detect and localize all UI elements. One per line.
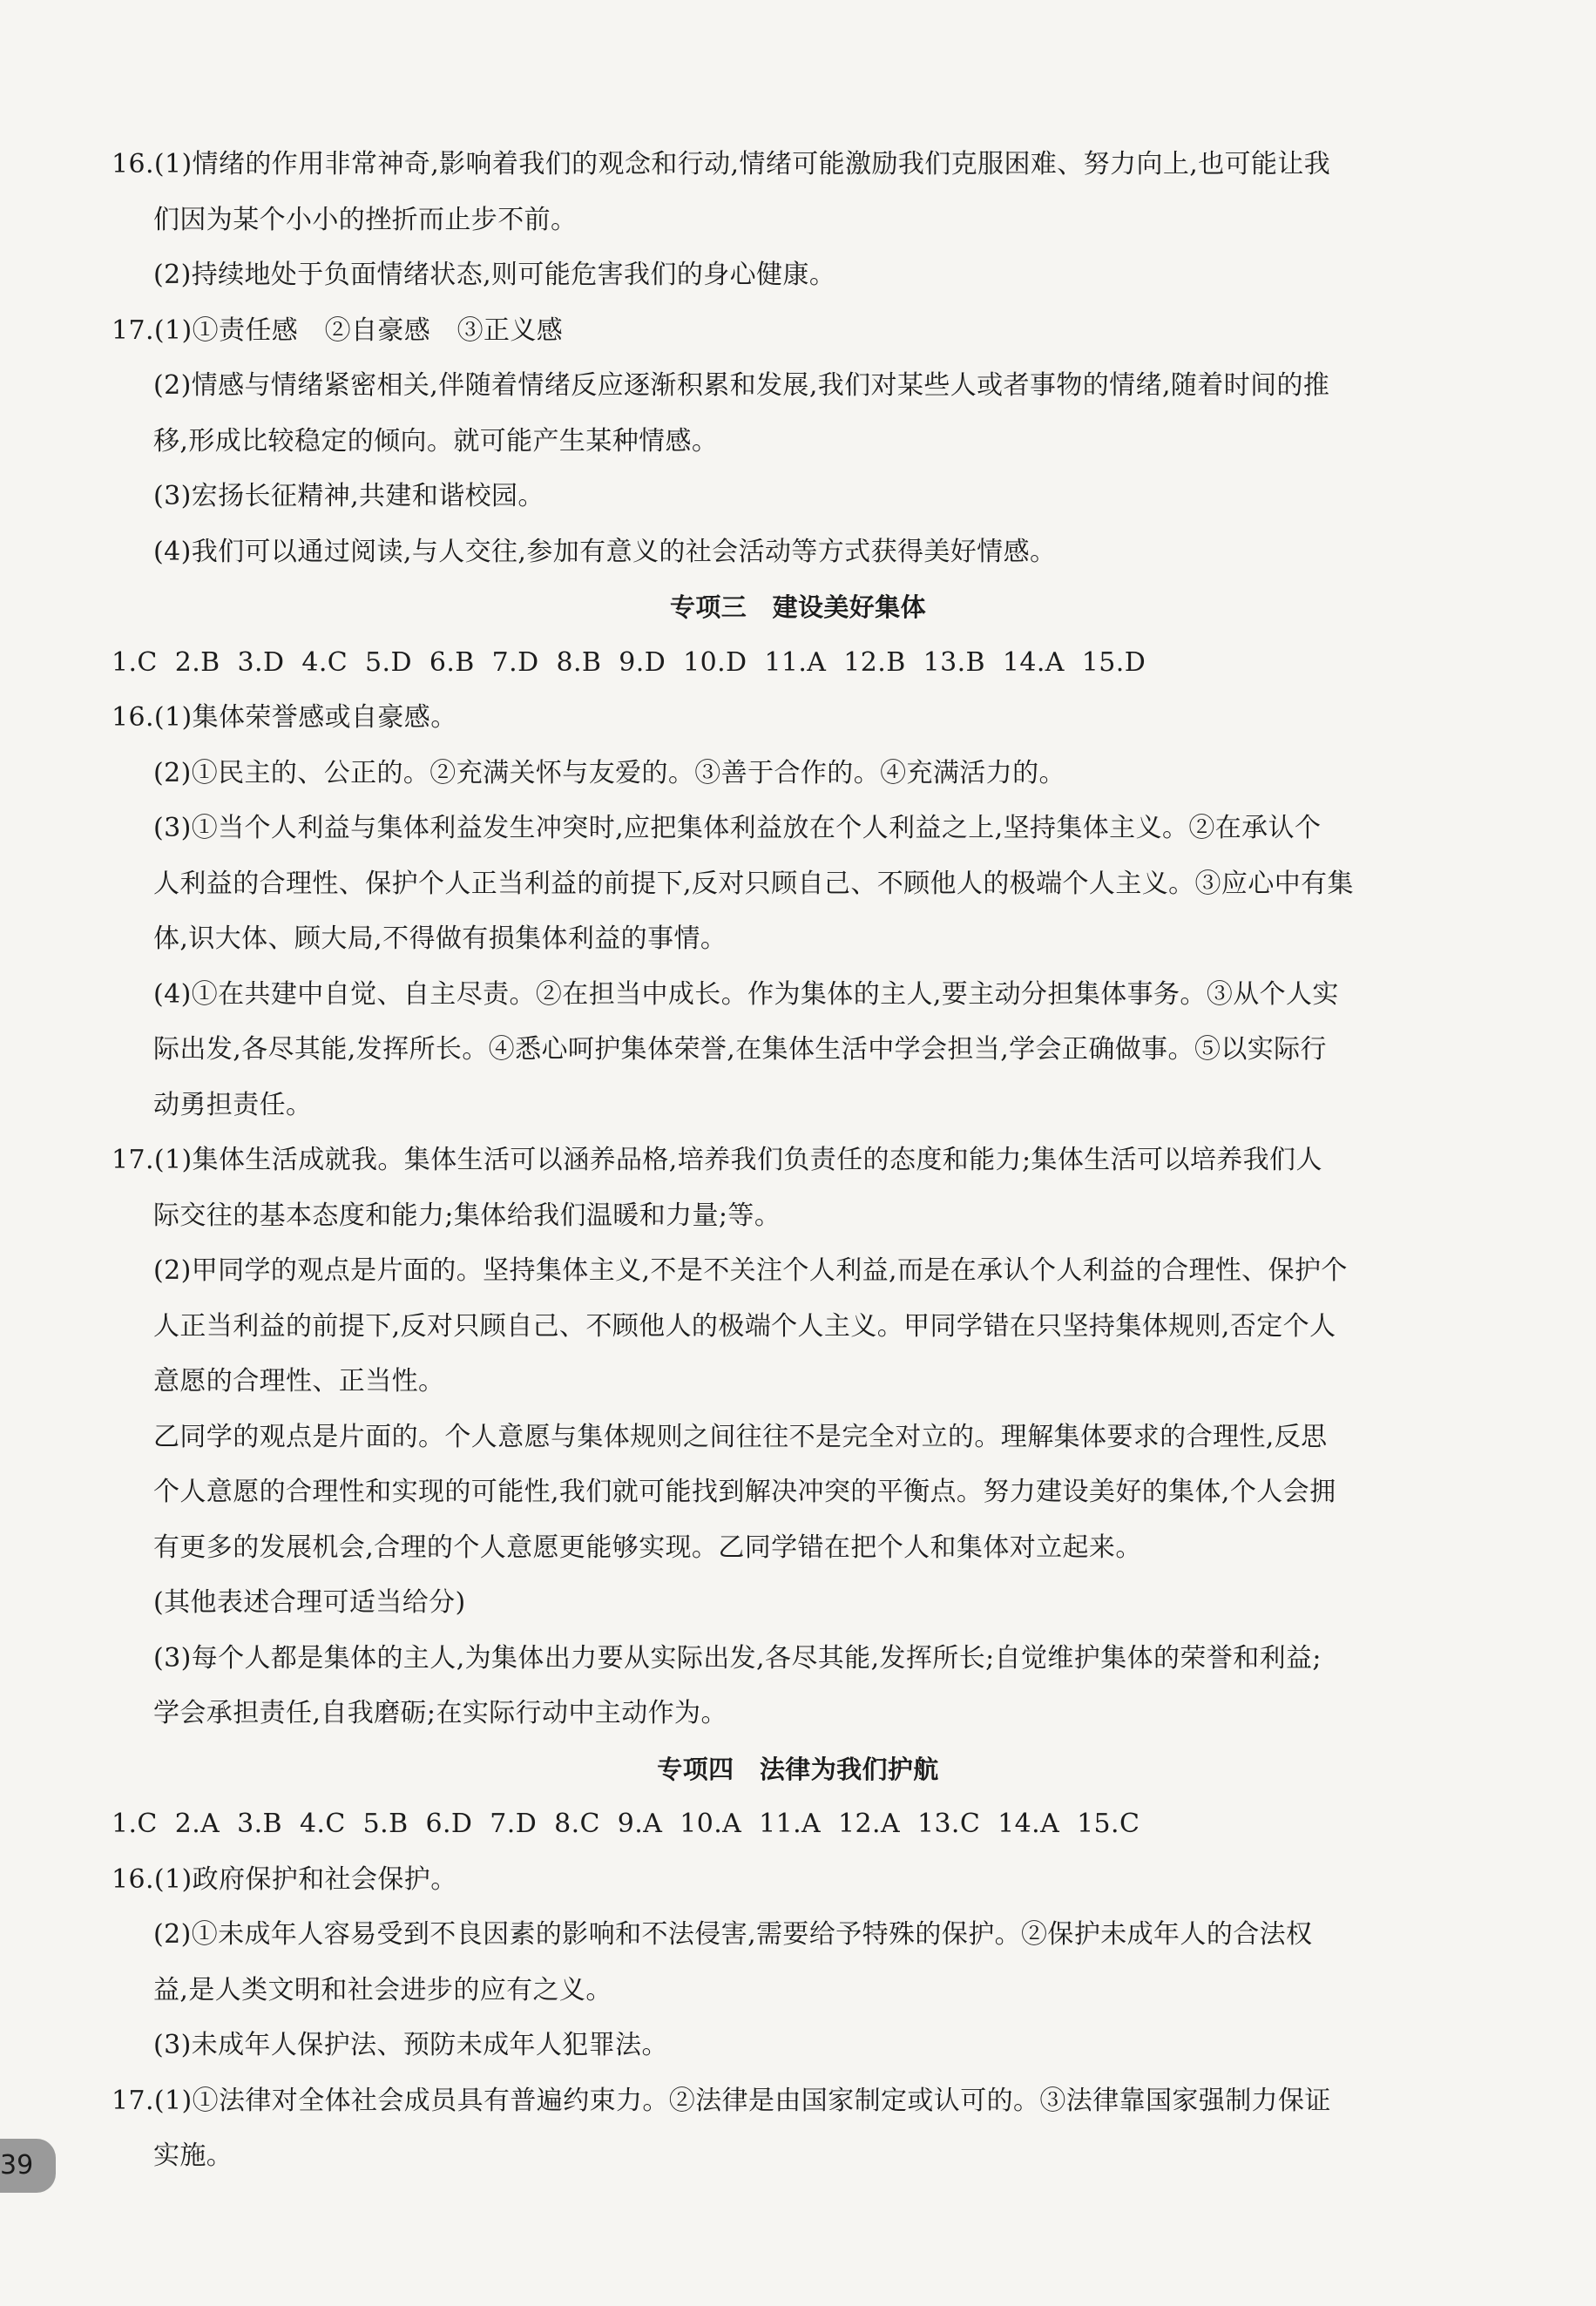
answer-text-line: (2)情感与情绪紧密相关,伴随着情绪反应逐渐积累和发展,我们对某些人或者事物的情绪,随着时间的推 [153, 370, 1330, 401]
question-line: 16.(1)情绪的作用非常神奇,影响着我们的观念和行动,情绪可能激励我们克服困难、努力向上,也可能让我 [112, 149, 1331, 179]
answer-text-line: 体,识大体、顾大局,不得做有损集体利益的事情。 [153, 923, 727, 954]
answer-key-line: 1.C 2.B 3.D 4.C 5.D 6.B 7.D 8.B 9.D 10.D 11.A 12.B 13.B 14.A 15.D [112, 646, 1146, 678]
answer-text-line: (3)每个人都是集体的主人,为集体出力要从实际出发,各尽其能,发挥所长;自觉维护集体的荣誉和利益; [153, 1642, 1322, 1674]
answer-text-line: (3)宏扬长征精神,共建和谐校园。 [153, 481, 544, 511]
answer-text-line: (3)①当个人利益与集体利益发生冲突时,应把集体利益放在个人利益之上,坚持集体主义。②在承认个 [153, 813, 1322, 843]
answer-text-line: (2)①民主的、公正的。②充满关怀与友爱的。③善于合作的。④充满活力的。 [153, 757, 1065, 788]
answer-text-line: 人利益的合理性、保护个人正当利益的前提下,反对只顾自己、不顾他人的极端个人主义。③应心中有集 [153, 868, 1354, 899]
answer-text-line: (4)我们可以通过阅读,与人交往,参加有意义的社会活动等方式获得美好情感。 [153, 536, 1057, 567]
answer-text-line: 际出发,各尽其能,发挥所长。④悉心呵护集体荣誉,在集体生活中学会担当,学会正确做事。⑤以实际行 [153, 1034, 1327, 1065]
answer-text-line: (2)甲同学的观点是片面的。坚持集体主义,不是不关注个人利益,而是在承认个人利益的合理性、保护个 [153, 1255, 1348, 1286]
section-heading: 专项三 建设美好集体 [669, 592, 926, 622]
section-heading: 专项四 法律为我们护航 [657, 1754, 939, 1784]
answer-key-line: 1.C 2.A 3.B 4.C 5.B 6.D 7.D 8.C 9.A 10.A 11.A 12.A 13.C 14.A 15.C [112, 1809, 1140, 1839]
answer-text-line: 益,是人类文明和社会进步的应有之义。 [153, 1974, 612, 2005]
answer-text-line: (2)①未成年人容易受到不良因素的影响和不法侵害,需要给予特殊的保护。②保护未成年人的合法权 [153, 1919, 1313, 1950]
answer-text-line: 意愿的合理性、正当性。 [153, 1366, 445, 1396]
answer-text-line: 人正当利益的前提下,反对只顾自己、不顾他人的极端个人主义。甲同学错在只坚持集体规则,否定个人 [153, 1310, 1336, 1342]
answer-text-line: (其他表述合理可适当给分) [153, 1587, 466, 1618]
answer-text-line: 有更多的发展机会,合理的个人意愿更能够实现。乙同学错在把个人和集体对立起来。 [153, 1532, 1142, 1563]
answer-text-line: 动勇担责任。 [153, 1089, 313, 1120]
answer-text-line: 乙同学的观点是片面的。个人意愿与集体规则之间往往不是完全对立的。理解集体要求的合理性,反思 [153, 1421, 1328, 1452]
answer-text-line: 们因为某个小小的挫折而止步不前。 [153, 204, 578, 235]
question-line: 16.(1)集体荣誉感或自豪感。 [112, 702, 457, 733]
answer-text-line: 实施。 [153, 2140, 233, 2171]
page-number: 39 [0, 2150, 34, 2181]
question-line: 17.(1)①责任感 ②自豪感 ③正义感 [112, 314, 564, 346]
answer-text-line: (3)未成年人保护法、预防未成年人犯罪法。 [153, 2030, 668, 2060]
question-line: 17.(1)集体生活成就我。集体生活可以涵养品格,培养我们负责任的态度和能力;集体生活可以培养我们人 [112, 1145, 1322, 1175]
question-line: 17.(1)①法律对全体社会成员具有普遍约束力。②法律是由国家制定或认可的。③法律靠国家强制力保证 [112, 2085, 1331, 2116]
answer-text-line: (2)持续地处于负面情绪状态,则可能危害我们的身心健康。 [153, 260, 836, 290]
question-line: 16.(1)政府保护和社会保护。 [112, 1863, 457, 1895]
answer-text-line: 移,形成比较稳定的倾向。就可能产生某种情感。 [153, 425, 719, 456]
answer-text-line: (4)①在共建中自觉、自主尽责。②在担当中成长。作为集体的主人,要主动分担集体事务。③从个人实 [153, 978, 1339, 1010]
answer-text-line: 际交往的基本态度和能力;集体给我们温暖和力量;等。 [153, 1200, 781, 1231]
answer-text-line: 学会承担责任,自我磨砺;在实际行动中主动作为。 [153, 1698, 727, 1728]
answer-text-line: 个人意愿的合理性和实现的可能性,我们就可能找到解决冲突的平衡点。努力建设美好的集体,个人会拥 [153, 1477, 1336, 1507]
